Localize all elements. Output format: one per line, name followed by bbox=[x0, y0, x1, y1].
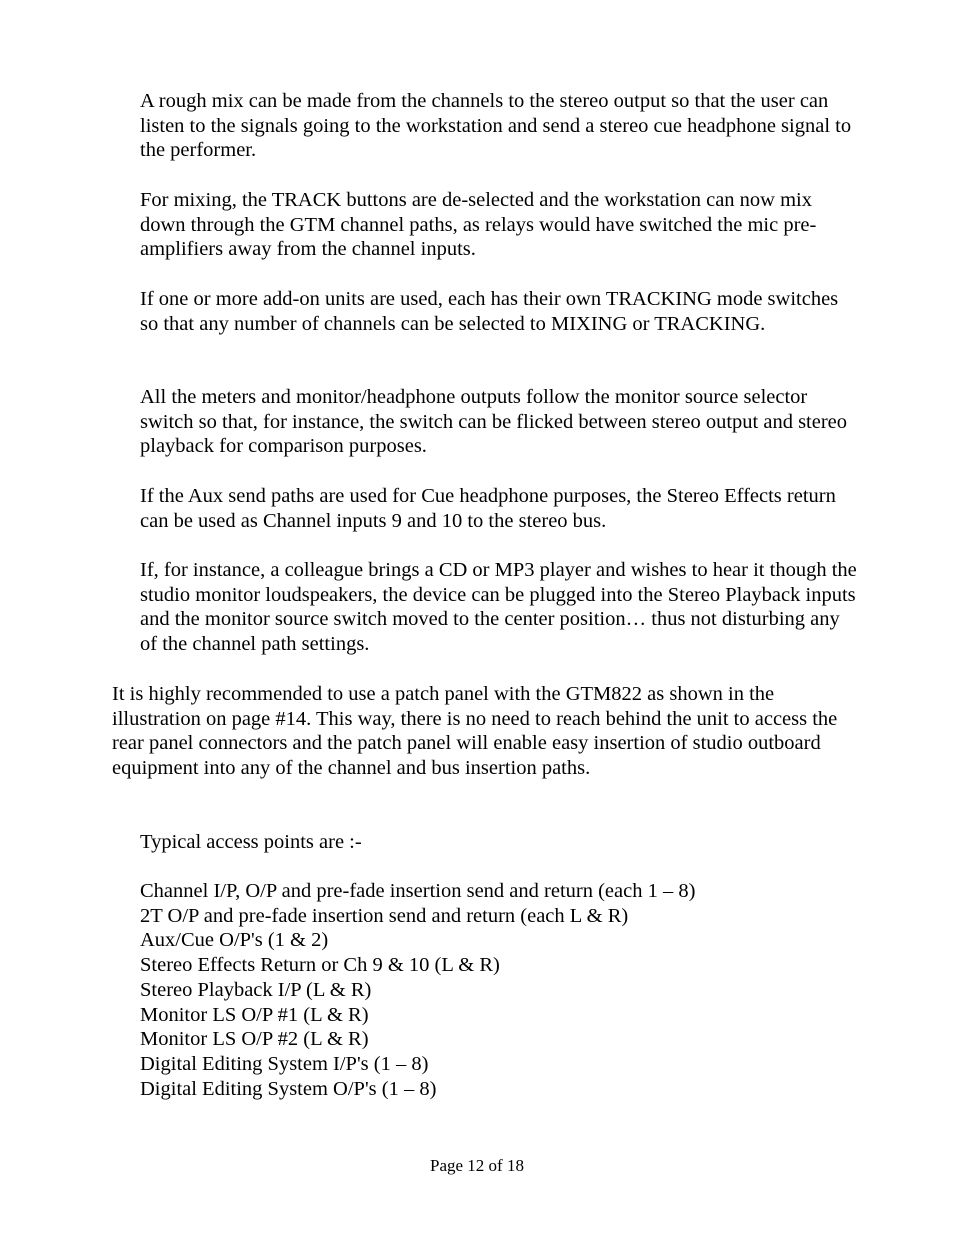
list-item: Digital Editing System I/P's (1 – 8) bbox=[140, 1052, 429, 1075]
paragraph-aux-send: If the Aux send paths are used for Cue headphone purposes, the Stereo Effects return can be used as Channel inputs 9 and 10 to the stereo bus. bbox=[140, 485, 836, 532]
list-item: Monitor LS O/P #1 (L & R) bbox=[140, 1003, 369, 1026]
access-points-heading: Typical access points are :- bbox=[140, 831, 362, 853]
list-item: Digital Editing System O/P's (1 – 8) bbox=[140, 1077, 437, 1100]
list-item: Monitor LS O/P #2 (L & R) bbox=[140, 1028, 369, 1051]
access-points-list bbox=[140, 879, 695, 1101]
paragraph-cd-player: If, for instance, a colleague brings a CD or MP3 player and wishes to hear it though the studio monitor loudspeakers, the device can be plugged into the Stereo Playback inputs and the monitor source switch moved to the center position… thus not disturbing any of the channel path settings. bbox=[140, 559, 857, 656]
list-item: Stereo Playback I/P (L & R) bbox=[140, 978, 372, 1001]
paragraph-rough-mix: A rough mix can be made from the channels to the stereo output so that the user can listen to the signals going to the workstation and send a stereo cue headphone signal to the performer. bbox=[140, 90, 852, 162]
paragraph-add-on-units: If one or more add-on units are used, each has their own TRACKING mode switches so that any number of channels can be selected to MIXING or TRACKING. bbox=[140, 288, 839, 335]
page-number: Page 12 of 18 bbox=[430, 1156, 524, 1175]
paragraph-patch-panel: It is highly recommended to use a patch panel with the GTM822 as shown in the illustration on page #14. This way, there is no need to reach behind the unit to access the rear panel connectors and the patch panel will enable easy insertion of studio outboard equipment into any of the channel and bus insertion paths. bbox=[112, 683, 838, 780]
list-item: Stereo Effects Return or Ch 9 & 10 (L & R) bbox=[140, 954, 500, 977]
list-item: Channel I/P, O/P and pre-fade insertion send and return (each 1 – 8) bbox=[140, 880, 696, 902]
paragraph-meters: All the meters and monitor/headphone outputs follow the monitor source selector switch so that, for instance, the switch can be flicked between stereo output and stereo playback for comparison purposes. bbox=[140, 386, 848, 458]
list-item: 2T O/P and pre-fade insertion send and return (each L & R) bbox=[140, 904, 629, 927]
paragraph-mixing: For mixing, the TRACK buttons are de-selected and the workstation can now mix down through the GTM channel paths, as relays would have switched the mic pre-amplifiers away from the channel inputs. bbox=[140, 189, 817, 261]
list-item: Aux/Cue O/P's (1 & 2) bbox=[140, 929, 329, 952]
